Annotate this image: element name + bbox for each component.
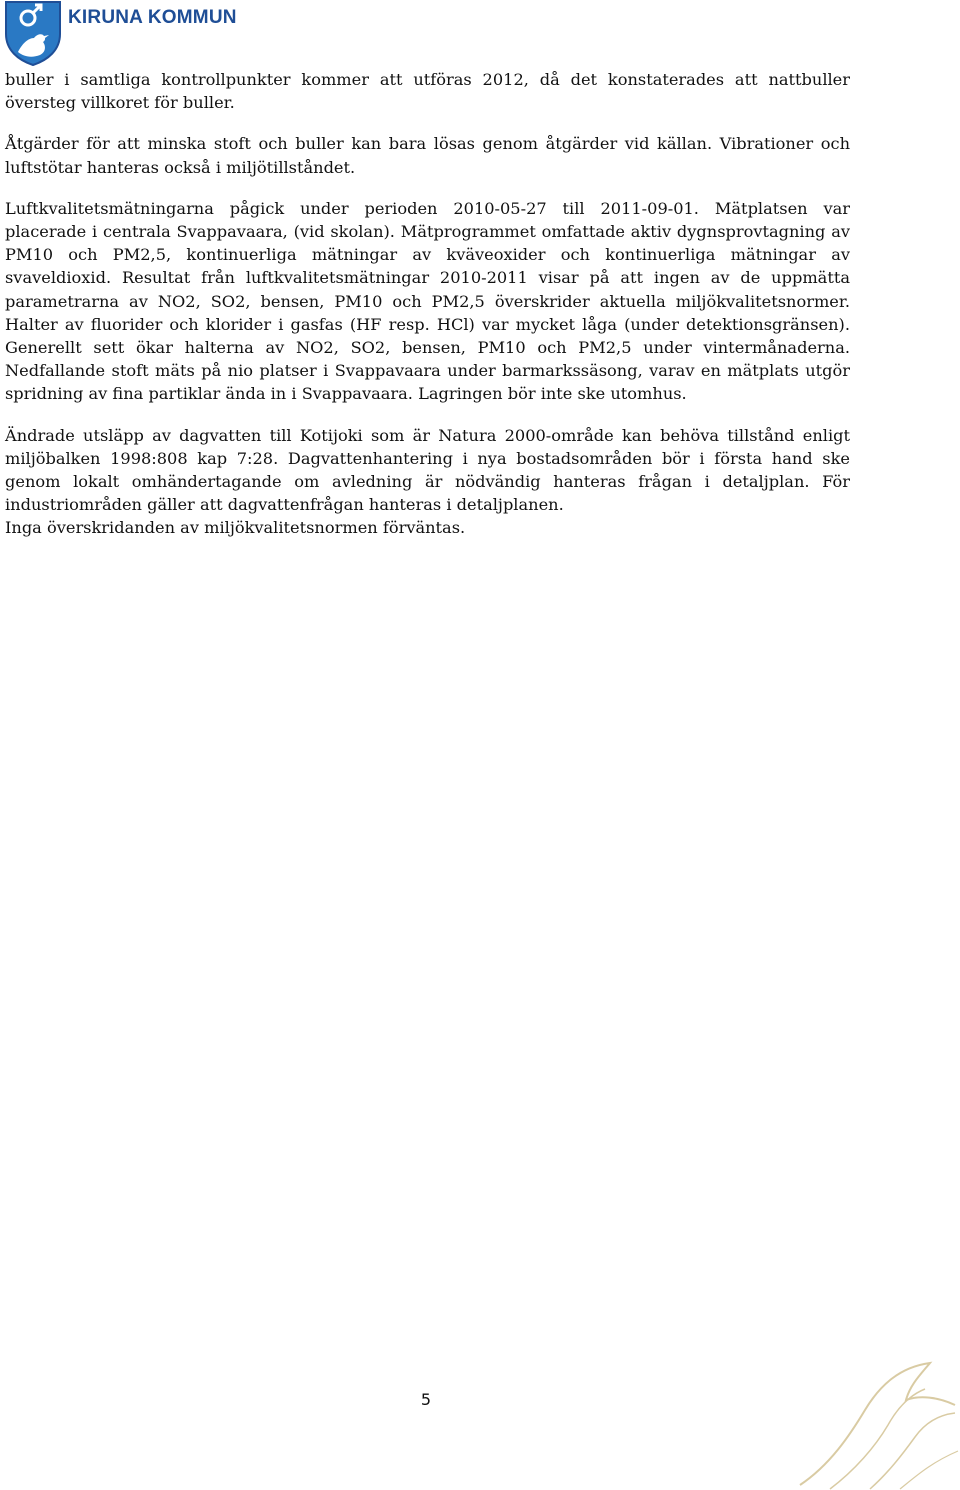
paragraph: buller i samtliga kontrollpunkter kommer att utföras 2012, då det konstaterades att nattbuller översteg villkoret för buller. <box>5 70 850 113</box>
paragraph: Inga överskridanden av miljökvalitetsnormen förväntas. <box>5 518 466 538</box>
page-header <box>4 0 304 66</box>
kiruna-crest-icon <box>4 0 62 66</box>
paragraph: Luftkvalitetsmätningarna pågick under perioden 2010-05-27 till 2011-09-01. Mätplatsen var placerade i centrala Svappavaara, (vid skolan). Mätprogrammet omfattade aktiv dygnsprovtagning av PM10 och PM2,5, kontinuerliga mätningar av kväveoxider och kontinuerliga mätningar av svaveldioxid. Resultat från luftkvalitetsmätningar 2010-2011 visar på att ingen av de uppmätta parametrarna av NO2, SO2, bensen, PM10 och PM2,5 överskrider aktuella miljökvalitetsnormer. Halter av fluorider och klorider i gasfas (HF resp. HCl) var mycket låga (under detektionsgränsen). Generellt sett ökar halterna av NO2, SO2, bensen, PM10 och PM2,5 under vintermånaderna. Nedfallande stoft mäts på nio platser i Svappavaara under barmarkssäsong, varav en mätplats utgör spridning av fina partiklar ända in i Svappavaara. Lagringen bör inte ske utomhus. <box>5 198 850 404</box>
page-number: 5 <box>420 1390 432 1409</box>
paragraph: Ändrade utsläpp av dagvatten till Kotijoki som är Natura 2000-område kan behöva tillstånd enligt miljöbalken 1998:808 kap 7:28. Dagvattenhantering i nya bostadsområden bör i första hand ske genom lokalt omhändertagande om avledning är nödvändig hanteras frågan i detaljplan. För industriområden gäller att dagvattenfrågan hanteras i detaljplanen. <box>5 425 850 515</box>
document-body <box>5 68 850 540</box>
paragraph: Åtgärder för att minska stoft och buller kan bara lösas genom åtgärder vid källan. Vibrationer och luftstötar hanteras också i miljötillståndet. <box>5 134 850 177</box>
ptarmigan-watermark-icon <box>770 1355 960 1490</box>
organization-name: KIRUNA KOMMUN <box>68 7 237 28</box>
